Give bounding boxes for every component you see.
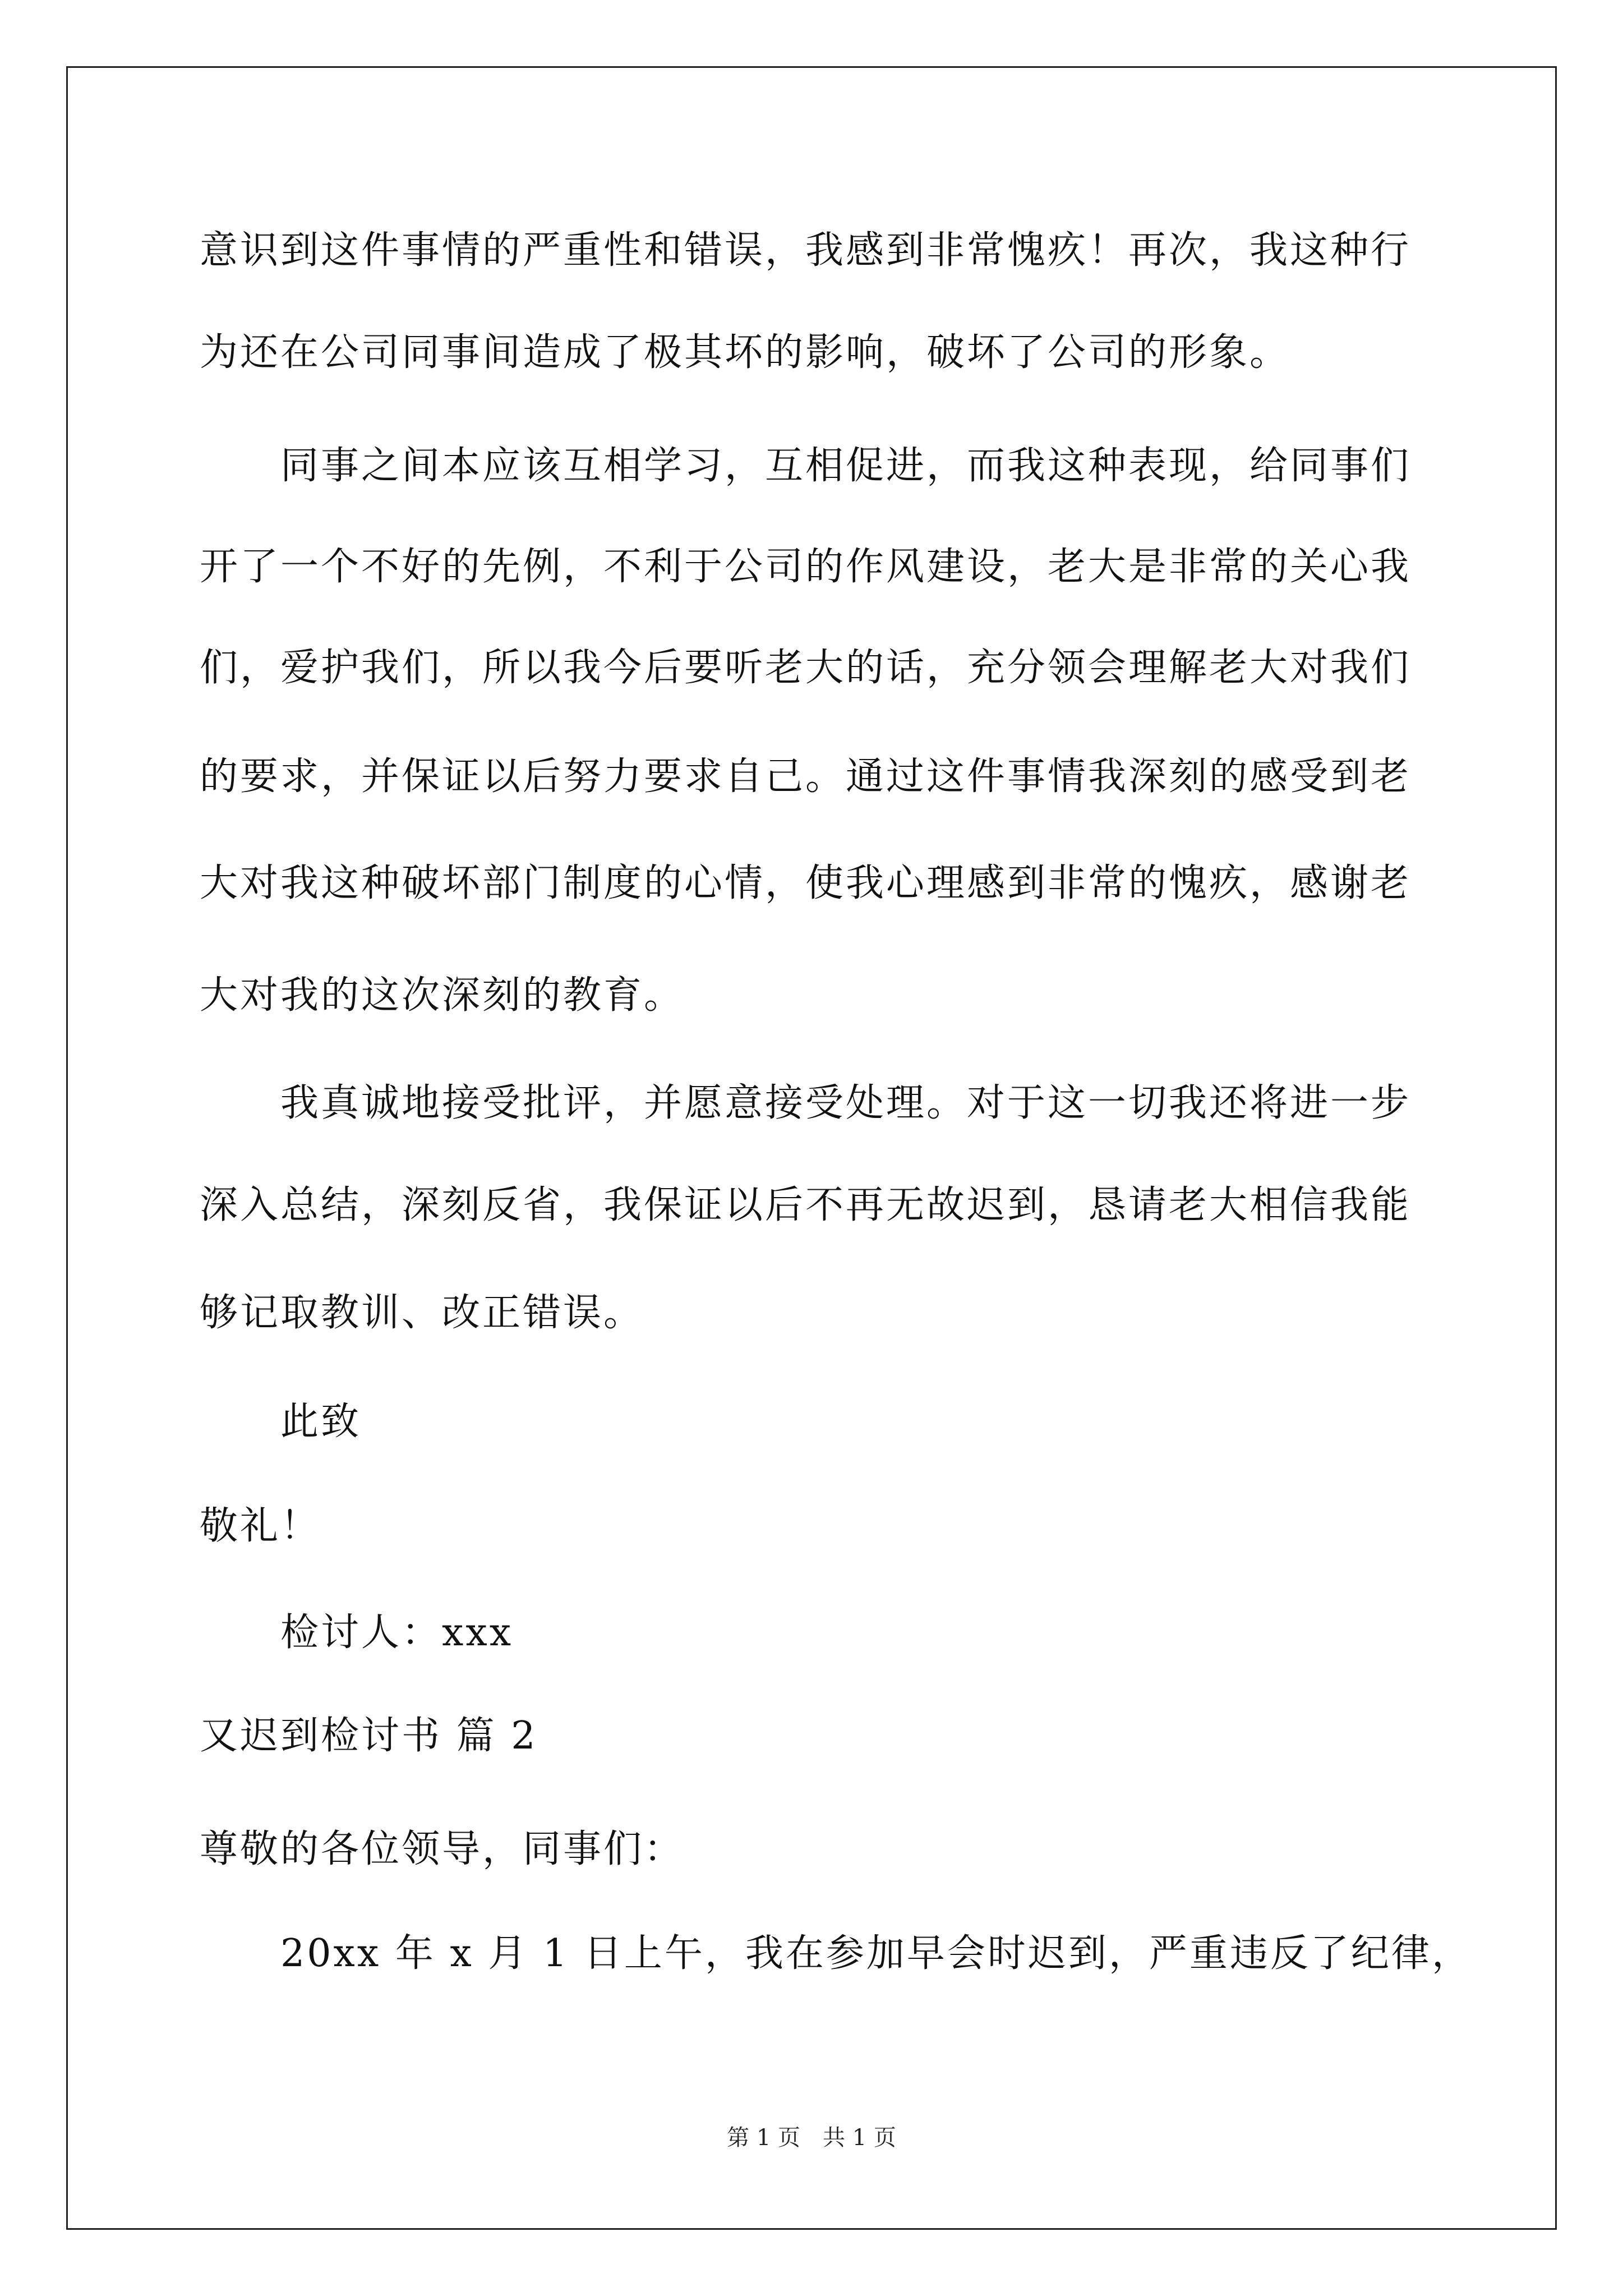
text-line-12: 此致 — [280, 1400, 362, 1444]
text-line-8: 大对我的这次深刻的教育。 — [200, 973, 685, 1018]
text-line-11: 够记取教训、改正错误。 — [200, 1291, 644, 1335]
text-line-7: 大对我这种破坏部门制度的心情，使我心理感到非常的愧疚，感谢老 — [200, 861, 1412, 905]
text-line-2: 为还在公司同事间造成了极其坏的影响，破坏了公司的形象。 — [200, 330, 1290, 375]
text-line-6: 的要求，并保证以后努力要求自己。通过这件事情我深刻的感受到老 — [200, 754, 1412, 799]
page-footer: 第 1 页 共 1 页 — [727, 2125, 896, 2151]
page-border — [66, 66, 1557, 2230]
text-line-1: 意识到这件事情的严重性和错误，我感到非常愧疚！再次，我这种行 — [200, 228, 1412, 273]
text-line-14: 检讨人：xxx — [280, 1611, 514, 1655]
text-line-16: 尊敬的各位领导，同事们： — [200, 1827, 685, 1871]
text-line-3: 同事之间本应该互相学习，互相促进，而我这种表现，给同事们 — [280, 444, 1412, 488]
text-line-13: 敬礼！ — [200, 1504, 321, 1548]
text-line-10: 深入总结，深刻反省，我保证以后不再无故迟到，恳请老大相信我能 — [200, 1183, 1412, 1227]
text-line-5: 们，爱护我们，所以我今后要听老大的话，充分领会理解老大对我们 — [200, 646, 1412, 690]
text-line-4: 开了一个不好的先例，不利于公司的作风建设，老大是非常的关心我 — [200, 545, 1412, 589]
text-line-15: 又迟到检讨书 篇 2 — [200, 1714, 538, 1758]
text-line-9: 我真诚地接受批评，并愿意接受处理。对于这一切我还将进一步 — [280, 1081, 1412, 1125]
text-line-17: 20xx 年 x 月 1 日上午，我在参加早会时迟到，严重违反了纪律， — [280, 1931, 1472, 1976]
